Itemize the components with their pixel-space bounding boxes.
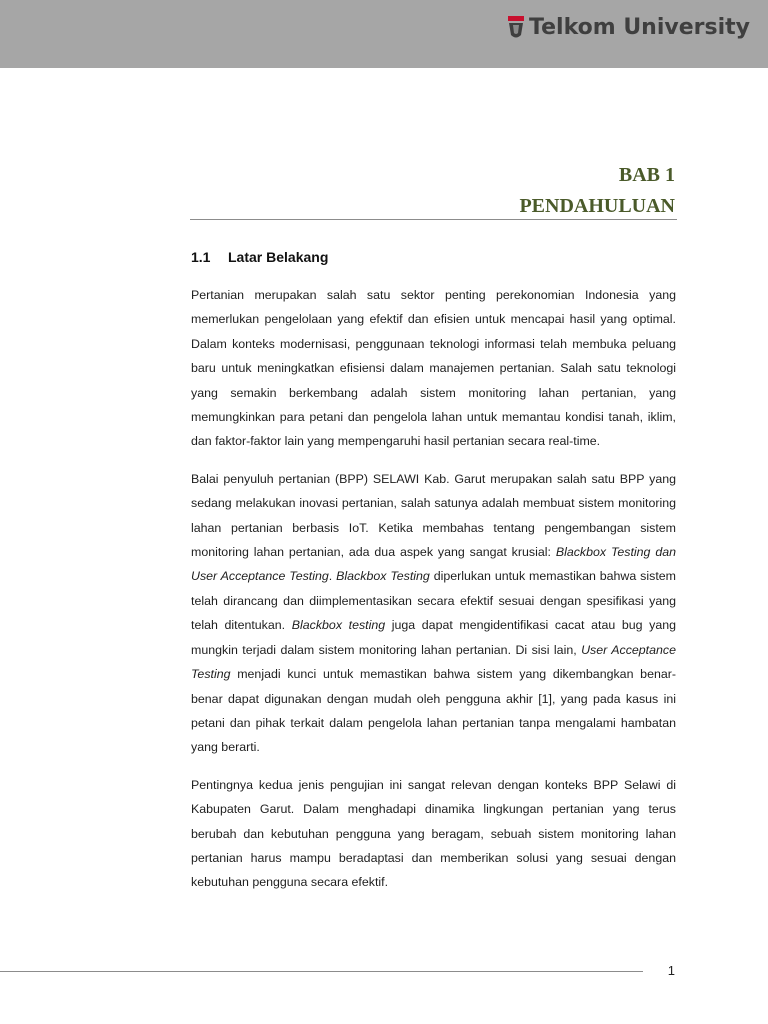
body-text <box>191 283 676 908</box>
italic-term: Blackbox testing <box>291 618 386 633</box>
paragraph <box>191 467 676 760</box>
italic-term: Blackbox Testing dan User Acceptance Testing <box>191 545 676 584</box>
paragraph-text: diperlukan untuk memastikan bahwa sistem telah dirancang dan diimplementasikan secara efektif sesuai dengan spesifikasi yang telah ditentukan. <box>191 569 676 633</box>
page-number: 1 <box>667 963 675 978</box>
telkom-logo-icon <box>507 15 525 41</box>
paragraph-text: Pentingnya kedua jenis pengujian ini sangat relevan dengan konteks BPP Selawi di Kabupaten Garut. Dalam menghadapi dinamika lingkungan pertanian yang terus berubah dan kebutuhan pengguna yang beragam, sebuah sistem monitoring lahan pertanian harus mampu beradaptasi dan memberikan solusi yang sesuai dengan kebutuhan pengguna secara efektif. <box>191 777 676 890</box>
chapter-divider <box>190 219 677 220</box>
chapter-title: PENDAHULUAN <box>519 195 675 217</box>
paragraph-text: menjadi kunci untuk memastikan bahwa sistem yang dikembangkan benar-benar dapat digunakan dengan mudah oleh pengguna akhir [1], yang pada kasus ini petani dan pihak terkait dalam pengelola lahan pertanian tanpa mengalami hambatan yang berarti. <box>191 667 676 755</box>
section-title: Latar Belakang <box>228 249 329 265</box>
paragraph-text: . <box>328 569 337 584</box>
chapter-number: BAB 1 <box>618 164 675 186</box>
paragraph <box>191 773 676 895</box>
header-band <box>0 0 768 68</box>
paragraph-text: juga dapat mengidentifikasi cacat atau bug yang mungkin terjadi dalam sistem monitoring lahan pertanian. Di sisi lain, <box>191 618 676 657</box>
paragraph-text: Pertanian merupakan salah satu sektor penting perekonomian Indonesia yang memerlukan pengelolaan yang efektif dan efisien untuk mencapai hasil yang optimal. Dalam konteks modernisasi, penggunaan teknologi informasi telah membuka peluang baru untuk meningkatkan efisiensi dalam manajemen pertanian. Salah satu teknologi yang semakin berkembang adalah sistem monitoring lahan pertanian, yang memungkinkan para petani dan pengelola lahan untuk memantau kondisi tanah, iklim, dan faktor-faktor lain yang mempengaruhi hasil pertanian secara real-time. <box>191 288 676 449</box>
italic-term: User Acceptance Testing <box>191 642 676 682</box>
paragraph-text: Balai penyuluh pertanian (BPP) SELAWI Kab. Garut merupakan salah satu BPP yang sedang melakukan inovasi pertanian, salah satunya adalah membuat sistem monitoring lahan pertanian berbasis IoT. Ketika membahas tentang pengembangan sistem monitoring lahan pertanian, ada dua aspek yang sangat krusial: <box>191 471 676 560</box>
institution-brand <box>507 15 750 41</box>
institution-name: Telkom University <box>529 15 750 40</box>
section-heading <box>191 249 328 265</box>
footer-divider <box>0 971 643 972</box>
chapter-heading <box>519 160 675 222</box>
section-number: 1.1 <box>191 249 211 265</box>
paragraph <box>191 283 676 454</box>
italic-term: Blackbox Testing <box>336 569 430 584</box>
